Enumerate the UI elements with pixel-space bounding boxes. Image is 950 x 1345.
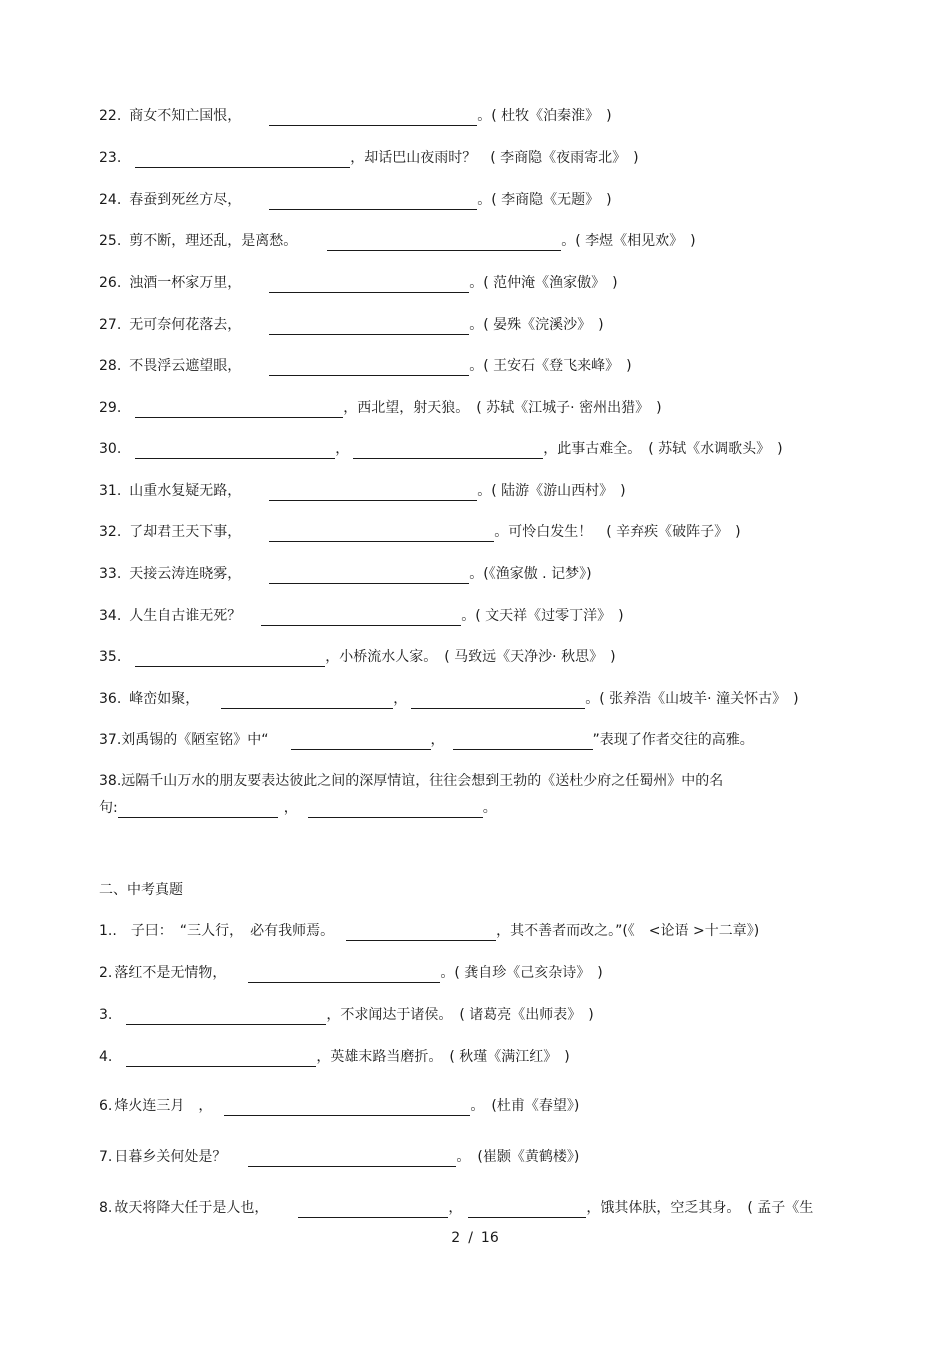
exam-question-2 (99, 963, 603, 983)
question-number: 7. (99, 1149, 113, 1165)
question-tail: 。可怜白发生！ ( 辛弃疾《破阵子》 ) (494, 524, 741, 540)
question-number: 29. (99, 400, 122, 416)
question-38-line-2 (99, 798, 497, 818)
question-tail: 。 (杜甫《春望》) (470, 1098, 580, 1114)
answer-blank[interactable] (269, 110, 477, 126)
question-number: 34. (99, 608, 122, 624)
question-mid: ， (430, 732, 445, 748)
question-number: 25. (99, 233, 122, 249)
question-text: 远隔千山万水的朋友要表达彼此之间的深厚情谊，往往会想到王勃的《送杜少府之任蜀州》中的名 (121, 773, 724, 789)
answer-blank[interactable] (291, 734, 431, 750)
question-text: 故天将降大任于是人也， (114, 1200, 269, 1216)
exam-question-8 (99, 1198, 813, 1218)
question-tail: 。( 王安石《登飞来峰》 ) (469, 358, 632, 374)
question-28 (99, 356, 632, 376)
question-text: 人生自古谁无死？ (129, 608, 242, 624)
exam-question-3 (99, 1005, 594, 1025)
page-number (0, 1230, 950, 1246)
question-number: 6. (99, 1098, 113, 1114)
question-text: 商女不知亡国恨， (129, 108, 242, 124)
question-tail: ，饿其体肤，空乏其身。 ( 孟子《生 (586, 1200, 814, 1216)
question-37 (99, 730, 754, 750)
question-tail: 。( 张养浩《山坡羊· 潼关怀古》 ) (585, 691, 799, 707)
question-tail: ”表现了作者交往的高雅。 (592, 732, 754, 748)
question-tail: 。( 范仲淹《渔家傲》 ) (469, 275, 618, 291)
exam-question-4 (99, 1047, 570, 1067)
exam-question-6 (99, 1096, 579, 1116)
section-title: 二、中考真题 (99, 882, 183, 898)
question-23 (99, 148, 639, 168)
question-tail: ，其不善者而改之。”(《 <论语 >十二章》) (496, 923, 760, 939)
question-tail: ，不求闻达于诸侯。 ( 诸葛亮《出师表》 ) (326, 1007, 594, 1023)
answer-blank[interactable] (269, 568, 469, 584)
question-text: 山重水复疑无路， (129, 483, 242, 499)
answer-blank[interactable] (118, 802, 278, 818)
answer-blank[interactable] (248, 1151, 456, 1167)
question-24 (99, 190, 612, 210)
question-29 (99, 398, 662, 418)
answer-blank[interactable] (221, 693, 393, 709)
question-30 (99, 439, 783, 459)
question-26 (99, 273, 618, 293)
question-tail: 。( 杜牧《泊秦淮》 ) (477, 108, 612, 124)
question-tail: ，西北望，射天狼。 ( 苏轼《江城子· 密州出猎》 ) (343, 400, 662, 416)
answer-blank[interactable] (135, 402, 343, 418)
question-number: 23. (99, 150, 122, 166)
question-mid: ， (448, 1200, 463, 1216)
question-number: 37. (99, 732, 122, 748)
answer-blank[interactable] (269, 319, 469, 335)
question-tail: ，此事古难全。 ( 苏轼《水调歌头》 ) (543, 441, 783, 457)
question-number: 35. (99, 649, 122, 665)
question-text: 天接云涛连晓雾， (129, 566, 242, 582)
question-number: 1.. (99, 923, 117, 939)
question-22 (99, 106, 612, 126)
answer-blank[interactable] (261, 610, 461, 626)
question-text: 刘禹锡的《陋室铭》中“ (121, 732, 269, 748)
question-mid: ， (283, 800, 298, 816)
question-tail: 。( 陆游《游山西村》 ) (477, 483, 626, 499)
answer-blank[interactable] (224, 1100, 470, 1116)
question-35 (99, 647, 616, 667)
question-36 (99, 689, 799, 709)
question-tail: 。( 李煜《相见欢》 ) (561, 233, 696, 249)
question-tail: 。( 晏殊《浣溪沙》 ) (469, 317, 604, 333)
question-text: 浊酒一杯家万里， (129, 275, 242, 291)
question-tail: 。( 李商隐《无题》 ) (477, 192, 612, 208)
question-number: 33. (99, 566, 122, 582)
exam-question-7 (99, 1147, 579, 1167)
question-32 (99, 522, 741, 542)
question-tail: ，却话巴山夜雨时？ ( 李商隐《夜雨寄北》 ) (350, 150, 639, 166)
question-text: 剪不断，理还乱，是离愁。 (129, 233, 298, 249)
answer-blank[interactable] (411, 693, 585, 709)
question-number: 8. (99, 1200, 113, 1216)
answer-blank[interactable] (308, 802, 483, 818)
question-33 (99, 564, 592, 584)
answer-blank[interactable] (135, 651, 325, 667)
question-text: 春蚕到死丝方尽， (129, 192, 242, 208)
question-number: 36. (99, 691, 122, 707)
answer-blank[interactable] (298, 1202, 448, 1218)
question-tail: 。 (482, 800, 497, 816)
answer-blank[interactable] (269, 277, 469, 293)
question-number: 30. (99, 441, 122, 457)
question-text: 句: (99, 800, 118, 816)
question-text: 峰峦如聚， (129, 691, 200, 707)
question-tail: 。( 文天祥《过零丁洋》 ) (461, 608, 624, 624)
question-number: 28. (99, 358, 122, 374)
answer-blank[interactable] (269, 360, 469, 376)
question-38 (99, 771, 723, 791)
current-page: 2 (451, 1230, 461, 1246)
question-text: 无可奈何花落去， (129, 317, 242, 333)
question-number: 3. (99, 1007, 113, 1023)
question-text: 了却君王天下事， (129, 524, 242, 540)
answer-blank[interactable] (353, 443, 543, 459)
question-34 (99, 606, 624, 626)
question-27 (99, 315, 604, 335)
answer-blank[interactable] (126, 1009, 326, 1025)
question-31 (99, 481, 626, 501)
answer-blank[interactable] (346, 925, 496, 941)
question-number: 38. (99, 773, 122, 789)
answer-blank[interactable] (269, 485, 477, 501)
page-separator: / (468, 1230, 473, 1246)
total-pages: 16 (480, 1230, 499, 1246)
answer-blank[interactable] (453, 734, 593, 750)
answer-blank[interactable] (269, 526, 494, 542)
answer-blank[interactable] (126, 1051, 316, 1067)
question-25 (99, 231, 696, 251)
question-number: 2. (99, 965, 113, 981)
question-tail: 。( 龚自珍《己亥杂诗》 ) (440, 965, 603, 981)
question-tail: 。 (崔颢《黄鹤楼》) (456, 1149, 580, 1165)
answer-blank[interactable] (248, 967, 440, 983)
answer-blank[interactable] (269, 194, 477, 210)
question-mid: ， (393, 691, 408, 707)
question-number: 31. (99, 483, 122, 499)
answer-blank[interactable] (468, 1202, 586, 1218)
question-text: 烽火连三月 ， (114, 1098, 213, 1114)
question-number: 24. (99, 192, 122, 208)
question-number: 26. (99, 275, 122, 291)
answer-blank[interactable] (135, 152, 350, 168)
question-number: 27. (99, 317, 122, 333)
question-number: 22. (99, 108, 122, 124)
question-text: 落红不是无情物， (114, 965, 227, 981)
exam-question-1 (99, 921, 759, 941)
answer-blank[interactable] (327, 235, 561, 251)
question-text: 日暮乡关何处是？ (114, 1149, 227, 1165)
question-number: 32. (99, 524, 122, 540)
question-text: 子曰： “三人行， 必有我师焉。 (130, 923, 335, 939)
question-text: 不畏浮云遮望眼， (129, 358, 242, 374)
question-tail: 。(《渔家傲 . 记梦》) (469, 566, 592, 582)
question-tail: ，小桥流水人家。 ( 马致远《天净沙· 秋思》 ) (325, 649, 616, 665)
question-mid: ， (335, 441, 350, 457)
question-tail: ，英雄末路当磨折。 ( 秋瑾《满江红》 ) (316, 1049, 570, 1065)
answer-blank[interactable] (135, 443, 335, 459)
question-number: 4. (99, 1049, 113, 1065)
